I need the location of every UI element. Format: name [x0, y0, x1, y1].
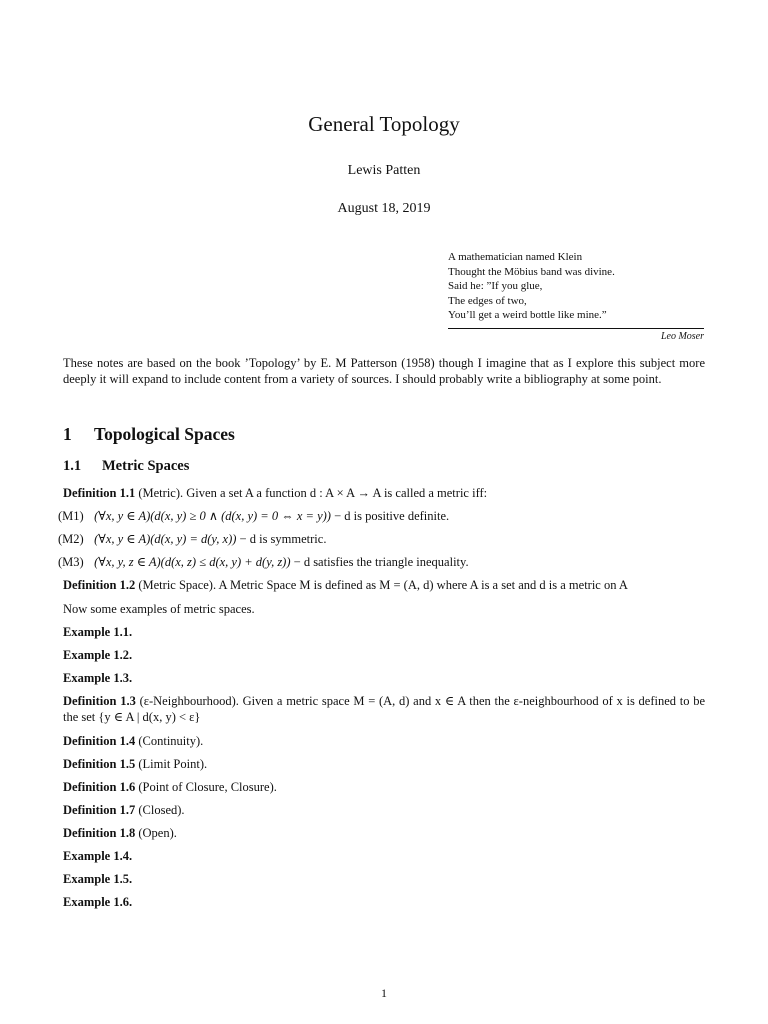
axiom-formula: (∀x, y ∈ A)(d(x, y) ≥ 0 ∧ (d(x, y) = 0 ⇔ x = y)): [94, 509, 331, 523]
definition-name: (ε-Neighbourhood).: [139, 694, 239, 708]
definition-name: (Continuity).: [138, 734, 204, 748]
epigraph-line: Said he: ”If you glue,: [448, 280, 543, 292]
definition-1-6: [63, 779, 705, 795]
definition-text: Given a metric space M = (A, d) and x ∈ A then the ε-neighbourhood of x is defined to be the set {y ∈ A | d(x, y) < ε}: [63, 694, 706, 724]
axiom-comment: − d satisfies the triangle inequality.: [293, 555, 469, 569]
example-1-5: Example 1.5.: [63, 872, 133, 886]
definition-1-8: [63, 825, 705, 841]
epigraph: [448, 250, 704, 323]
definition-label: Definition 1.4: [63, 734, 136, 748]
epigraph-attribution: Leo Moser: [660, 331, 704, 342]
definition-label: Definition 1.6: [63, 780, 136, 794]
definition-name: (Closed).: [138, 803, 185, 817]
section-number: 1: [63, 424, 72, 444]
definition-text: A Metric Space M is defined as M = (A, d) where A is a set and d is a metric on A: [218, 578, 628, 592]
example-1-2: Example 1.2.: [63, 648, 133, 662]
definition-label: Definition 1.8: [63, 826, 136, 840]
example-1-4: Example 1.4.: [63, 849, 133, 863]
definition-label: Definition 1.3: [63, 694, 136, 708]
axiom-comment: − d is symmetric.: [239, 532, 327, 546]
axiom-label: (M3): [58, 555, 84, 569]
metric-axiom-m1: [58, 508, 706, 524]
examples-intro: Now some examples of metric spaces.: [63, 602, 255, 616]
axiom-formula: (∀x, y ∈ A)(d(x, y) = d(y, x)): [94, 532, 237, 546]
epigraph-line: The edges of two,: [448, 294, 527, 307]
epigraph-line: Thought the Möbius band was divine.: [448, 265, 615, 278]
definition-name: (Point of Closure, Closure).: [138, 780, 277, 794]
document-title: General Topology: [308, 112, 460, 136]
definition-name: (Metric).: [138, 486, 184, 500]
definition-1-4: [63, 733, 705, 749]
definition-label: Definition 1.7: [63, 803, 136, 817]
example-1-6: Example 1.6.: [63, 895, 133, 909]
page-number: 1: [381, 986, 387, 1000]
subsection-title: Metric Spaces: [102, 458, 190, 474]
epigraph-line: A mathematician named Klein: [448, 251, 583, 263]
epigraph-rule: [448, 328, 704, 329]
intro-paragraph: These notes are based on the book ’Topology’ by E. M Patterson (1958) though I imagine that as I explore this subject more deeply it will expand to include content from a variety of sources. I should probably write a bibliography at some point.: [63, 356, 705, 386]
axiom-comment: − d is positive definite.: [334, 509, 450, 523]
example-1-3: Example 1.3.: [63, 671, 133, 685]
section-title: Topological Spaces: [94, 424, 235, 444]
definition-text: Given a set A a function d : A × A → A is called a metric iff:: [186, 486, 488, 500]
metric-axiom-m2: [58, 531, 706, 547]
definition-label: Definition 1.1: [63, 486, 136, 500]
metric-axiom-m3: [58, 554, 706, 570]
definition-1-1: [63, 485, 705, 501]
subsection-heading: [63, 458, 189, 475]
axiom-label: (M1): [58, 509, 84, 523]
definition-1-5: [63, 756, 705, 772]
definition-1-2: [63, 577, 705, 593]
definition-1-7: [63, 802, 705, 818]
definition-label: Definition 1.2: [63, 578, 136, 592]
definition-1-3: [63, 693, 705, 725]
definition-name: (Limit Point).: [138, 757, 208, 771]
axiom-formula: (∀x, y, z ∈ A)(d(x, z) ≤ d(x, y) + d(y, z)): [94, 555, 291, 569]
epigraph-line: You’ll get a weird bottle like mine.”: [448, 309, 607, 321]
definition-name: (Metric Space).: [138, 578, 217, 592]
subsection-number: 1.1: [63, 458, 82, 474]
section-heading: [63, 424, 235, 445]
definition-name: (Open).: [138, 826, 177, 840]
author: Lewis Patten: [347, 163, 421, 178]
date: August 18, 2019: [337, 201, 431, 216]
axiom-label: (M2): [58, 532, 84, 546]
definition-label: Definition 1.5: [63, 757, 136, 771]
example-1-1: Example 1.1.: [63, 625, 133, 639]
